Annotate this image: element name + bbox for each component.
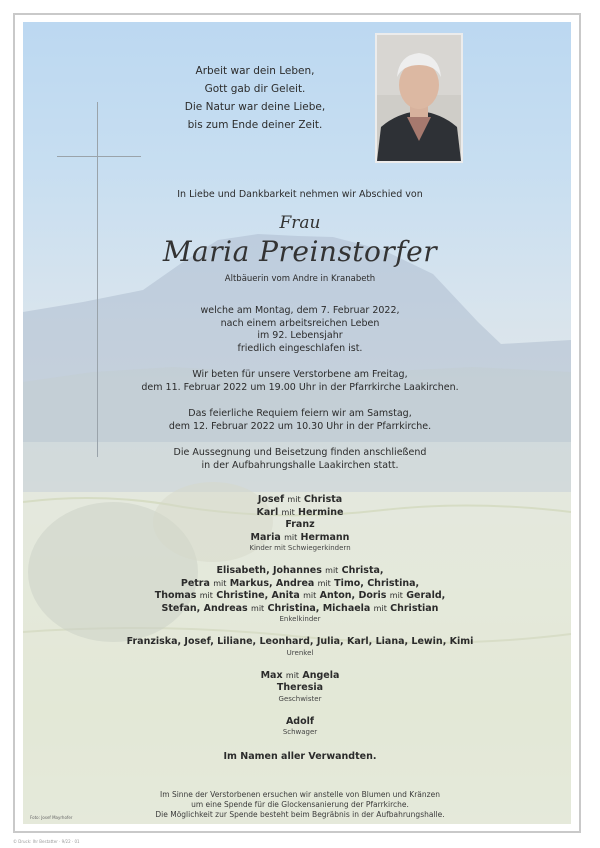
family-line: Max mit Angela bbox=[260, 669, 340, 681]
family-line: Franz bbox=[285, 519, 315, 530]
family-role: Kinder mit Schwiegerkindern bbox=[249, 544, 351, 552]
passing-line: welche am Montag, dem 7. Februar 2022, bbox=[200, 305, 400, 316]
family-role: Schwager bbox=[282, 728, 318, 736]
family-line: Theresia bbox=[276, 682, 324, 693]
donation-line: Die Möglichkeit zur Spende besteht beim Begräbnis in der Aufbahrungshalle. bbox=[155, 810, 445, 819]
family-line: Karl mit Hermine bbox=[256, 506, 344, 518]
intro-text: In Liebe und Dankbarkeit nehmen wir Abschied von bbox=[177, 189, 423, 200]
portrait-photo bbox=[375, 33, 463, 163]
family-role: Geschwister bbox=[278, 694, 322, 703]
deceased-name: Maria Preinstorfer bbox=[162, 235, 438, 268]
deceased-subtitle: Altbäuerin vom Andre in Kranabeth bbox=[224, 274, 376, 284]
poem-line: bis zum Ende deiner Zeit. bbox=[187, 119, 323, 131]
brother-in-law-group bbox=[100, 716, 500, 738]
great-grandchildren-group bbox=[100, 636, 500, 658]
prayer-paragraph bbox=[100, 369, 500, 394]
printer-mark: © Druck: Ihr Bestatter · 9/22 · 01 bbox=[13, 839, 80, 844]
burial-paragraph bbox=[100, 447, 500, 472]
poem-line: Gott gab dir Geleit. bbox=[204, 83, 306, 95]
passing-line: friedlich eingeschlafen ist. bbox=[237, 342, 363, 354]
salutation: Frau bbox=[279, 213, 321, 233]
donation-line: Im Sinne der Verstorbenen ersuchen wir anstelle von Blumen und Kränzen bbox=[160, 790, 440, 799]
requiem-paragraph bbox=[100, 408, 500, 433]
passing-paragraph bbox=[100, 305, 500, 355]
cross-horizontal bbox=[57, 156, 141, 157]
prayer-line: Wir beten für unsere Verstorbene am Freitag, bbox=[192, 369, 408, 380]
family-line: Maria mit Hermann bbox=[250, 531, 350, 543]
closing-line: Im Namen aller Verwandten. bbox=[223, 751, 377, 762]
family-line: Stefan, Andreas mit Christina, Michaela mit Christian bbox=[161, 602, 439, 614]
poem-line: Arbeit war dein Leben, bbox=[195, 65, 315, 77]
family-line: Thomas mit Christine, Anita mit Anton, Doris mit Gerald, bbox=[154, 590, 446, 601]
announcement bbox=[100, 188, 500, 762]
poem-line: Die Natur war deine Liebe, bbox=[184, 101, 326, 113]
photo-credit: Foto: Josef Mayrhofer bbox=[30, 815, 73, 820]
donation-note bbox=[0, 790, 600, 820]
siblings-group bbox=[100, 670, 500, 704]
requiem-line: dem 12. Februar 2022 um 10.30 Uhr in der Pfarrkirche. bbox=[168, 420, 432, 432]
prayer-line: dem 11. Februar 2022 um 19.00 Uhr in der Pfarrkirche Laakirchen. bbox=[141, 381, 459, 393]
grandchildren-group bbox=[100, 565, 500, 624]
portrait-image bbox=[377, 35, 461, 161]
family-role: Enkelkinder bbox=[279, 615, 321, 623]
poem bbox=[160, 62, 350, 134]
burial-line: in der Aufbahrungshalle Laakirchen statt. bbox=[201, 459, 399, 471]
requiem-line: Das feierliche Requiem feiern wir am Samstag, bbox=[188, 408, 412, 419]
family-role: Urenkel bbox=[286, 648, 314, 657]
donation-line: um eine Spende für die Glockensanierung der Pfarrkirche. bbox=[191, 800, 409, 809]
family-line: Adolf bbox=[285, 715, 315, 727]
family-line: Franziska, Josef, Liliane, Leonhard, Julia, Karl, Liana, Lewin, Kimi bbox=[126, 636, 474, 647]
family-line: Elisabeth, Johannes mit Christa, bbox=[216, 565, 384, 576]
family-line: Josef mit Christa bbox=[257, 494, 343, 505]
passing-line: nach einem arbeitsreichen Leben bbox=[220, 317, 380, 329]
burial-line: Die Aussegnung und Beisetzung finden anschließend bbox=[173, 447, 427, 458]
family-line: Petra mit Markus, Andrea mit Timo, Christina, bbox=[180, 577, 420, 589]
children-group bbox=[100, 494, 500, 553]
passing-line: im 92. Lebensjahr bbox=[257, 330, 343, 341]
